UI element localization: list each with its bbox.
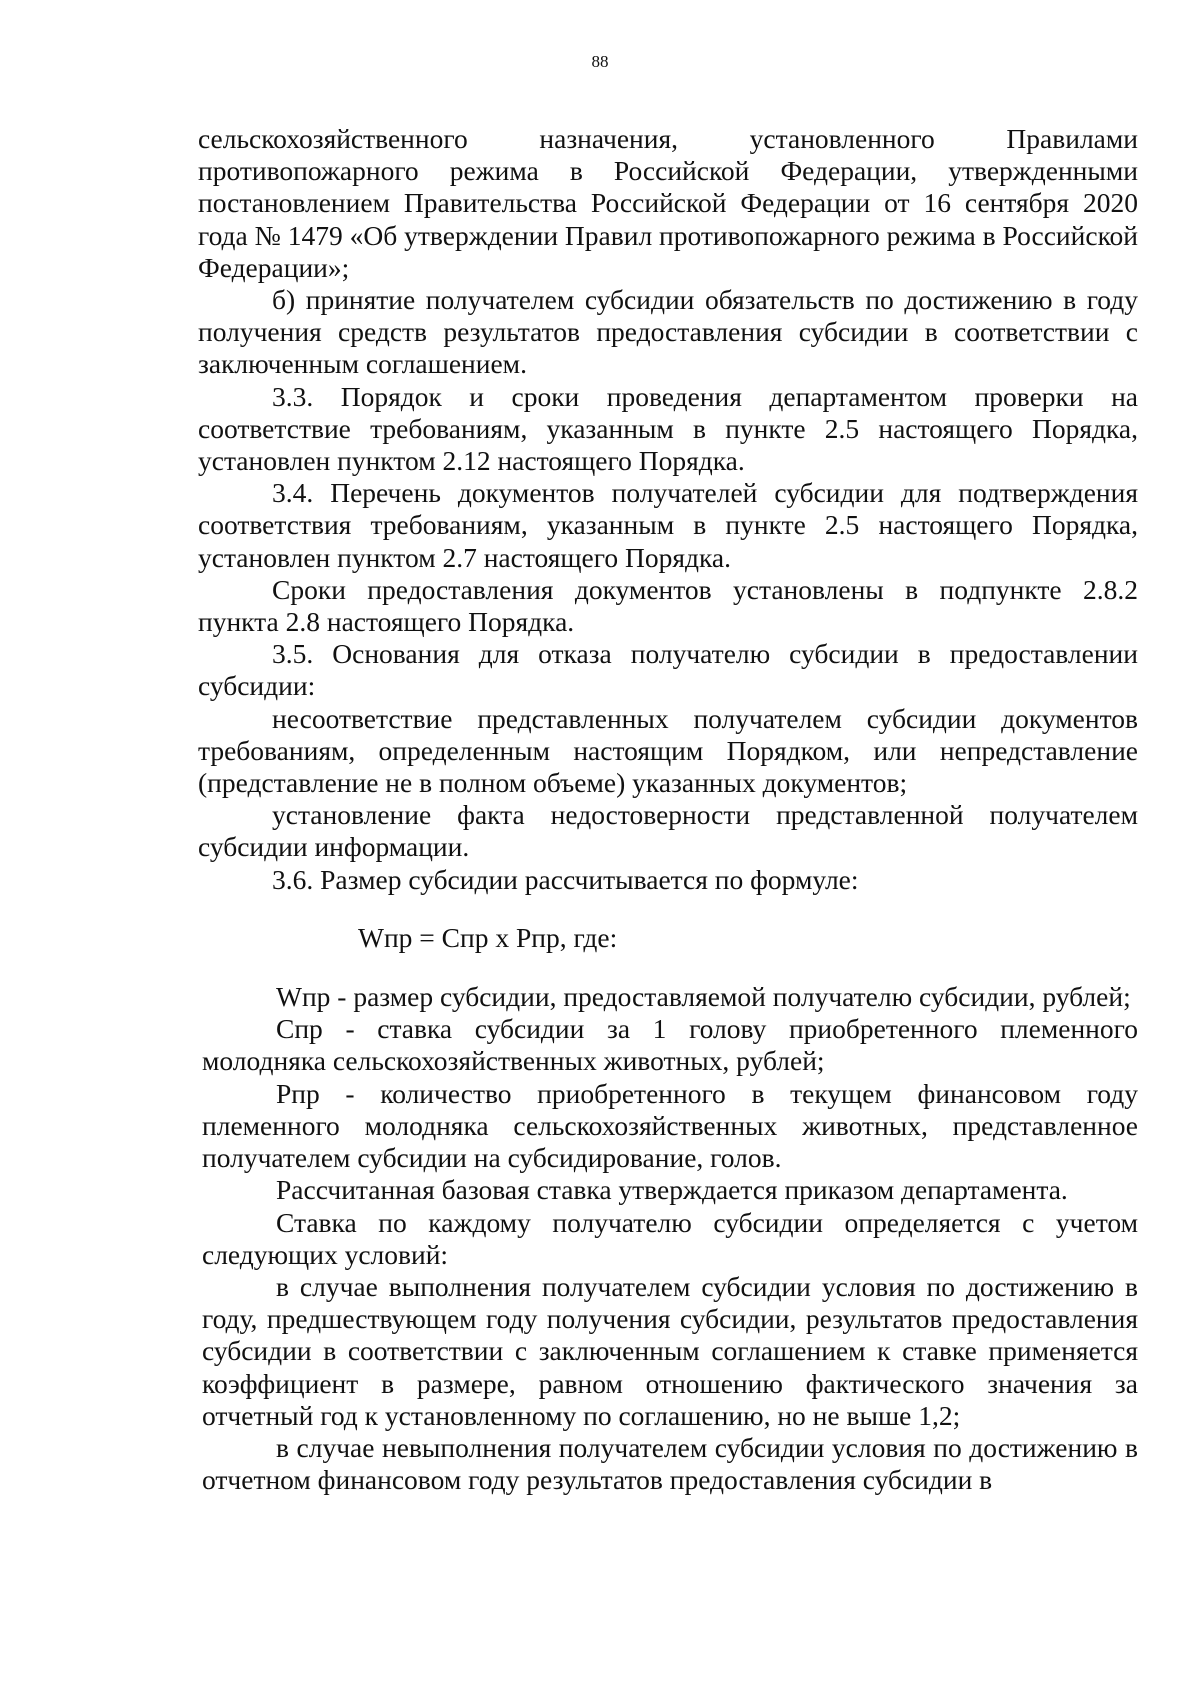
document-body [198, 123, 1138, 1496]
page-number: 88 [591, 52, 609, 71]
formula: Wпр = Спр х Рпр, где: [358, 921, 618, 953]
paragraph: б) принятие получателем субсидии обязательств по достижению в году получения средств результатов предоставления субсидии в соответствии с заключенным соглашением. [198, 284, 1138, 380]
formula-definition: Wпр - размер субсидии, предоставляемой получателю субсидии, рублей; [276, 981, 1131, 1013]
paragraph: Ставка по каждому получателю субсидии определяется с учетом следующих условий: [202, 1206, 1138, 1270]
formula-definition: Спр - ставка субсидии за 1 голову приобретенного племенного молодняка сельскохозяйственных животных, рублей; [202, 1013, 1138, 1077]
paragraph: установление факта недостоверности представленной получателем субсидии информации. [198, 799, 1138, 863]
paragraph: Сроки предоставления документов установлены в подпункте 2.8.2 пункта 2.8 настоящего Порядка. [198, 573, 1138, 638]
paragraph: в случае невыполнения получателем субсидии условия по достижению в отчетном финансовом году результатов предоставления субсидии в [202, 1431, 1138, 1496]
paragraph: 3.5. Основания для отказа получателю субсидии в предоставлении субсидии: [198, 638, 1138, 702]
paragraph: 3.6. Размер субсидии рассчитывается по формуле: [272, 863, 859, 895]
paragraph: 3.4. Перечень документов получателей субсидии для подтверждения соответствия требованиям, указанным в пункте 2.5 настоящего Порядка, установлен пунктом 2.7 настоящего Порядка. [198, 477, 1138, 573]
paragraph: несоответствие представленных получателем субсидии документов требованиям, определенным настоящим Порядком, или непредставление (представление не в полном объеме) указанных документов; [198, 702, 1138, 799]
formula-definition: Рпр - количество приобретенного в текущем финансовом году племенного молодняка сельскохозяйственных животных, представленное получателем субсидии на субсидирование, голов. [202, 1077, 1138, 1174]
paragraph: в случае выполнения получателем субсидии условия по достижению в году, предшествующем году получения субсидии, результатов предоставления субсидии в соответствии с заключенным соглашением к ставке применяется коэффициент в размере, равном отношению фактического значения за отчетный год к установленному по соглашению, но не выше 1,2; [202, 1270, 1138, 1431]
paragraph: Рассчитанная базовая ставка утверждается приказом департамента. [276, 1174, 1068, 1206]
paragraph: 3.3. Порядок и сроки проведения департаментом проверки на соответствие требованиям, указанным в пункте 2.5 настоящего Порядка, установлен пунктом 2.12 настоящего Порядка. [198, 380, 1138, 477]
paragraph: сельскохозяйственного назначения, установленного Правилами противопожарного режима в Российской Федерации, утвержденными постановлением Правительства Российской Федерации от 16 сентября 2020 года № 1479 «Об утверждении Правил противопожарного режима в Российской Федерации»; [198, 123, 1138, 283]
